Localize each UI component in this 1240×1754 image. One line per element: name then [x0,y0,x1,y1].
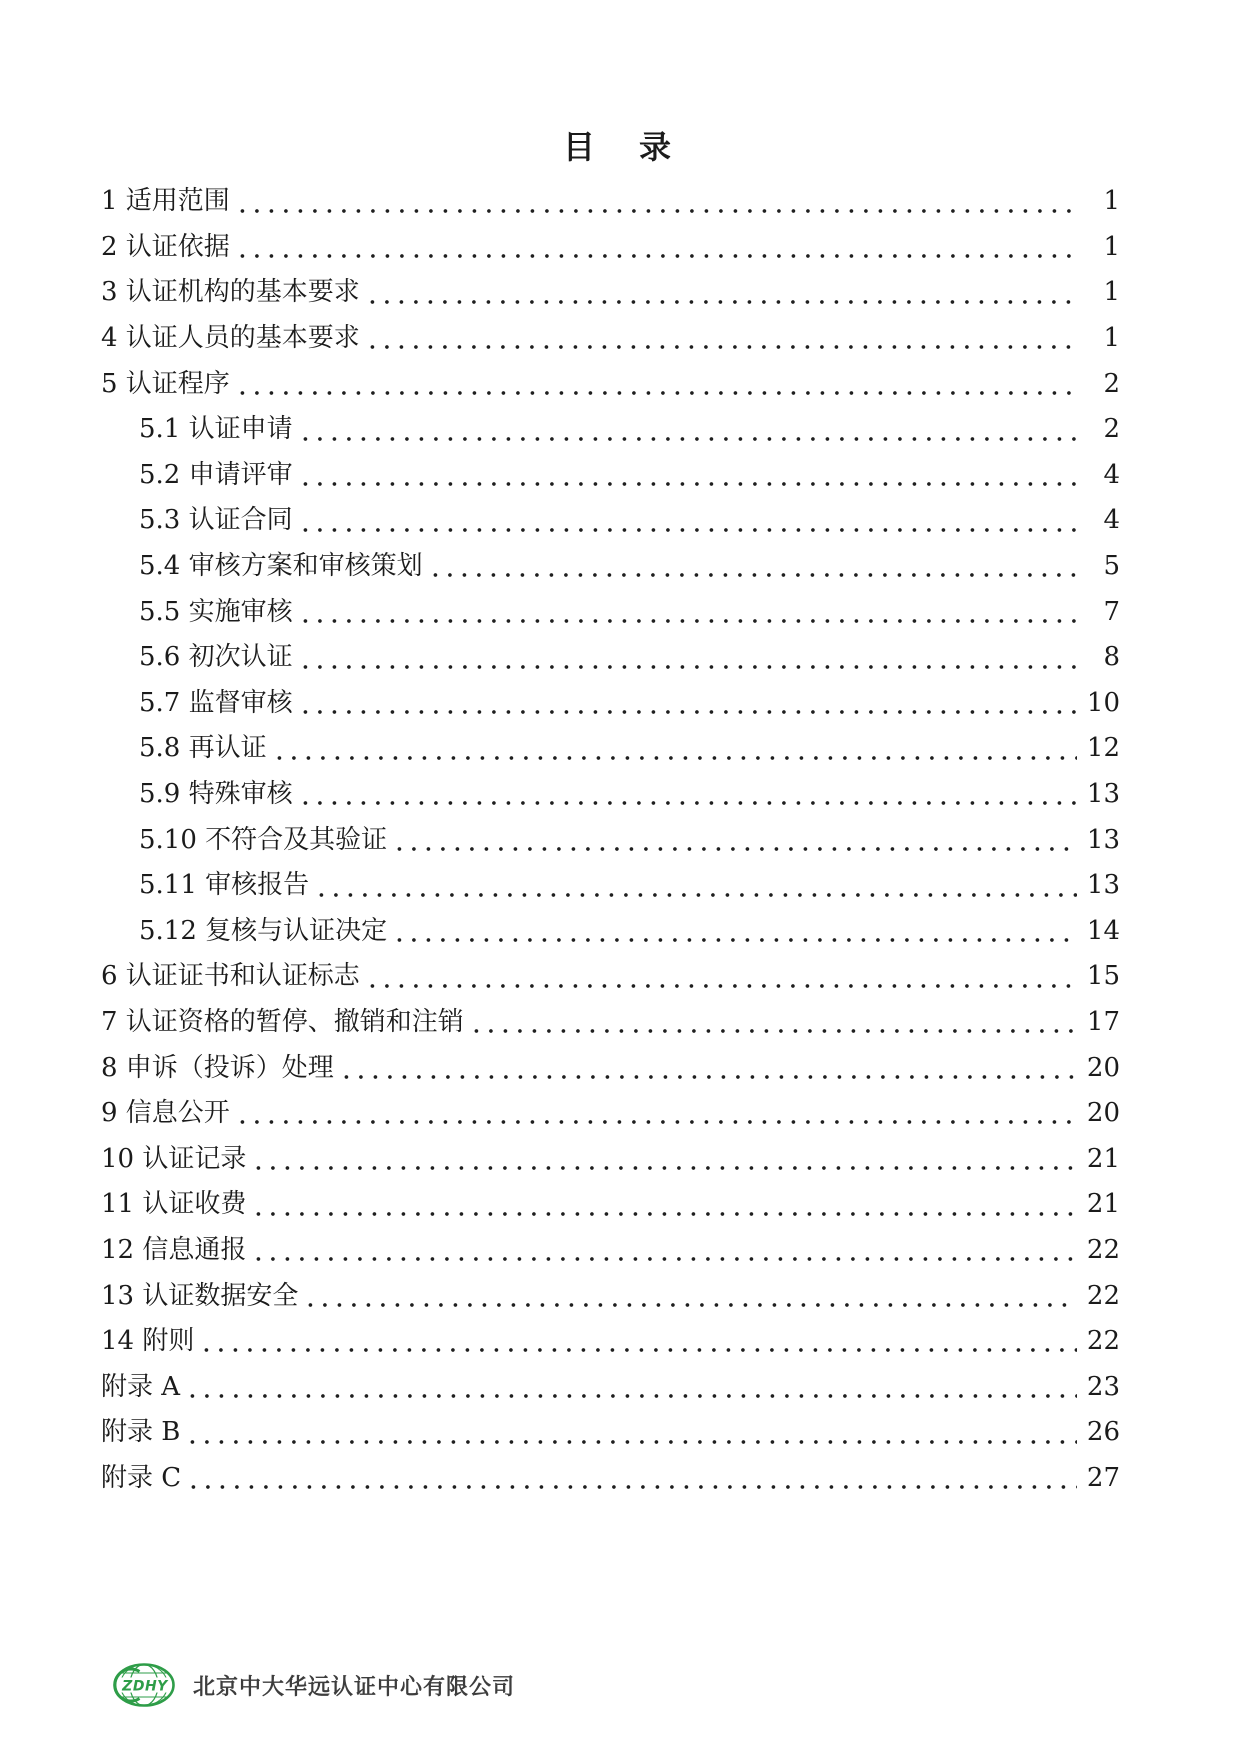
toc-entry-label: 3 认证机构的基本要求 [101,277,360,308]
toc-dot-leader [303,527,1080,533]
toc-entry-page: 22 [1086,1234,1120,1265]
toc-entry [101,1137,1120,1183]
toc-entry-label: 8 申诉（投诉）处理 [101,1052,334,1083]
toc-dot-leader [256,1165,1077,1171]
toc-entry [101,1092,1120,1138]
toc-entry-page: 2 [1103,414,1120,445]
toc-entry [101,362,1120,408]
toc-entry-label: 5.4 审核方案和审核策划 [139,551,423,582]
toc-entry-label: 5 认证程序 [101,368,230,399]
toc-entry-label: 13 认证数据安全 [101,1280,299,1311]
toc-entry-page: 4 [1103,459,1120,490]
toc-dot-leader [370,983,1077,989]
toc-entry-label: 4 认证人员的基本要求 [101,323,360,354]
toc-entry [101,271,1120,317]
toc-entry-label: 12 信息通报 [101,1234,247,1265]
toc-entry-page: 1 [1103,186,1120,217]
toc-entry [101,1365,1120,1411]
toc-entry-label: 6 认证证书和认证标志 [101,961,360,992]
company-name: 北京中大华远认证中心有限公司 [193,1674,516,1700]
toc-dot-leader [190,1439,1077,1445]
toc-entry [101,818,1120,864]
toc-entry-label: 5.11 审核报告 [139,870,310,901]
toc-entry-label: 10 认证记录 [101,1143,247,1174]
toc-dot-leader [303,618,1080,624]
toc-entry-label: 9 信息公开 [101,1098,230,1129]
toc-entry-page: 21 [1086,1143,1120,1174]
toc-dot-leader [303,481,1080,487]
toc-dot-leader [308,1302,1077,1308]
toc-entry [101,226,1120,272]
toc-entry-label: 5.5 实施审核 [139,596,293,627]
toc-entry-label: 14 附则 [101,1326,195,1357]
toc-dot-leader [191,1484,1077,1490]
toc-dot-leader [240,1119,1077,1125]
toc-entry-label: 5.1 认证申请 [139,414,293,445]
toc-entry [101,682,1120,728]
logo-text: ZDHY [122,1678,168,1695]
toc-dot-leader [303,800,1077,806]
toc-entry [101,955,1120,1001]
toc-entry [101,454,1120,500]
toc-entry-page: 21 [1086,1189,1120,1220]
toc-entry-page: 13 [1086,779,1120,810]
toc-entry-label: 附录 C [101,1462,182,1493]
toc-entry-page: 10 [1086,687,1120,718]
toc-entry [101,1001,1120,1047]
toc-entry-label: 2 认证依据 [101,231,230,262]
toc-entry [101,727,1120,773]
toc-entry-page: 23 [1086,1371,1120,1402]
toc-entry-page: 15 [1086,961,1120,992]
toc-entry-page: 22 [1086,1280,1120,1311]
toc-entry-page: 20 [1086,1052,1120,1083]
toc-dot-leader [240,253,1080,259]
toc-entry-page: 1 [1103,277,1120,308]
toc-dot-leader [204,1347,1077,1353]
toc-dot-leader [256,1211,1077,1217]
toc-entry-page: 8 [1103,642,1120,673]
toc-dot-leader [240,390,1080,396]
toc-entry [101,1046,1120,1092]
toc-entry-page: 1 [1103,323,1120,354]
toc-dot-leader [370,344,1080,350]
toc-entry [101,1457,1120,1503]
toc-entry [101,864,1120,910]
toc-entry [101,1274,1120,1320]
toc-entry-page: 5 [1103,551,1120,582]
toc-entry-page: 12 [1086,733,1120,764]
toc-dot-leader [474,1028,1077,1034]
toc-entry-label: 5.2 申请评审 [139,459,293,490]
toc-entry [101,1411,1120,1457]
toc-entry-page: 2 [1103,368,1120,399]
toc-entry-label: 5.9 特殊审核 [139,779,293,810]
toc-entry-label: 1 适用范围 [101,186,230,217]
toc-list [101,180,1120,1502]
toc-entry [101,545,1120,591]
toc-entry-page: 7 [1103,596,1120,627]
toc-entry-label: 11 认证收费 [101,1189,247,1220]
toc-dot-leader [303,436,1080,442]
toc-entry-label: 附录 B [101,1417,181,1448]
toc-dot-leader [319,892,1077,898]
toc-dot-leader [397,937,1077,943]
toc-entry-page: 13 [1086,870,1120,901]
toc-entry-page: 1 [1103,231,1120,262]
toc-dot-leader [190,1393,1077,1399]
toc-entry-page: 22 [1086,1326,1120,1357]
toc-entry [101,180,1120,226]
toc-entry [101,408,1120,454]
toc-entry-label: 5.12 复核与认证决定 [139,915,388,946]
toc-entry [101,499,1120,545]
page-footer [111,1660,515,1710]
toc-dot-leader [277,755,1077,761]
company-logo-globe-icon [111,1662,177,1708]
toc-entry [101,590,1120,636]
toc-entry [101,636,1120,682]
toc-entry-label: 7 认证资格的暂停、撤销和注销 [101,1006,464,1037]
toc-entry-page: 13 [1086,824,1120,855]
toc-dot-leader [397,846,1077,852]
toc-entry-page: 17 [1086,1006,1120,1037]
toc-entry-label: 附录 A [101,1371,181,1402]
toc-dot-leader [303,709,1077,715]
toc-dot-leader [344,1074,1077,1080]
toc-entry-page: 4 [1103,505,1120,536]
toc-entry-label: 5.10 不符合及其验证 [139,824,388,855]
toc-entry-page: 26 [1086,1417,1120,1448]
toc-entry-page: 27 [1086,1462,1120,1493]
toc-dot-leader [240,208,1080,214]
toc-dot-leader [256,1256,1077,1262]
toc-dot-leader [433,572,1080,578]
toc-entry-label: 5.6 初次认证 [139,642,293,673]
toc-entry [101,1183,1120,1229]
toc-dot-leader [303,664,1080,670]
toc-entry-label: 5.8 再认证 [139,733,267,764]
toc-entry [101,1320,1120,1366]
toc-entry [101,1229,1120,1275]
toc-entry-label: 5.7 监督审核 [139,687,293,718]
toc-entry-page: 14 [1086,915,1120,946]
toc-entry [101,317,1120,363]
toc-entry-label: 5.3 认证合同 [139,505,293,536]
toc-dot-leader [370,299,1080,305]
toc-entry-page: 20 [1086,1098,1120,1129]
toc-entry [101,910,1120,956]
page-title: 目 录 [562,128,677,166]
toc-entry [101,773,1120,819]
